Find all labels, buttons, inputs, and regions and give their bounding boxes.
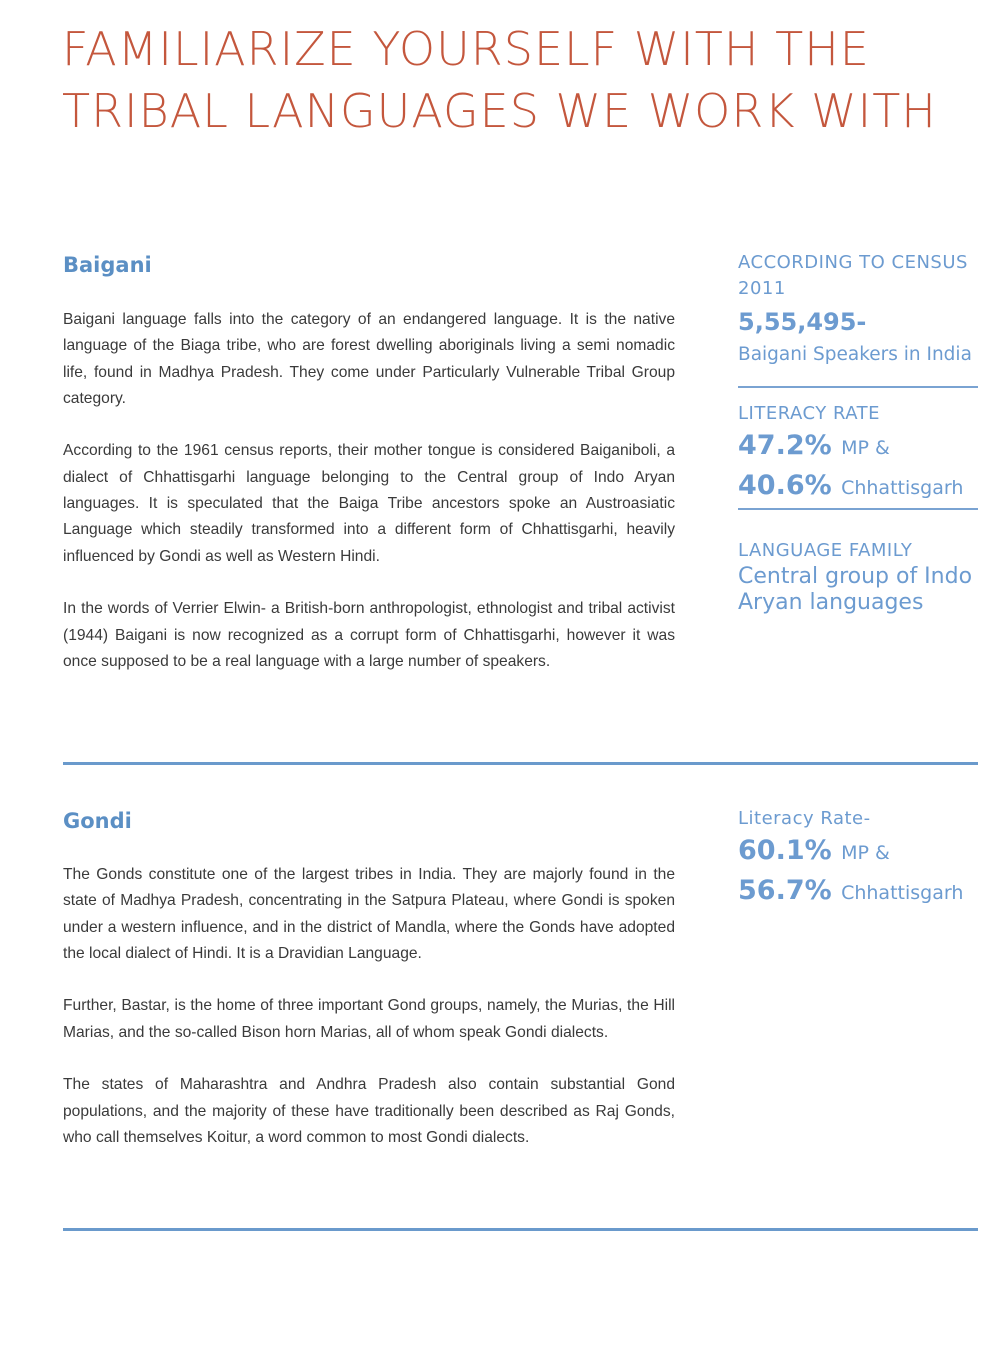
section-heading-gondi: Gondi [63,809,132,833]
baigani-family-stat [738,538,978,616]
literacy-cg-value: 56.7% [738,875,832,906]
baigani-literacy-stat [738,401,978,507]
family-label: LANGUAGE FAMILY [738,540,913,561]
side-divider [738,508,978,510]
section-heading-baigani: Baigani [63,253,152,277]
literacy-mp-line [738,832,978,872]
literacy-mp-label: MP & [841,842,890,864]
side-divider [738,386,978,388]
baigani-paragraph: According to the 1961 census reports, their mother tongue is considered Baiganiboli, a dialect of Chhattisgarhi language belonging to the Central group of Indo Aryan languages. It is speculated that the Baiga Tribe ancestors spoke an Austroasiatic Language which steadily transformed into a different form of Chhattisgarhi, heavily influenced by Gondi as well as Western Hindi. [63,442,675,565]
census-description: Baigani Speakers in India [738,344,972,365]
baigani-paragraph: Baigani language falls into the category of an endangered language. It is the native language of the Biaga tribe, who are forest dwelling aboriginals living a semi nomadic life, found in Madhya Pradesh. They come under Particularly Vulnerable Tribal Group category. [63,311,675,407]
literacy-mp-label: MP & [841,437,890,459]
literacy-cg-label: Chhattisgarh [841,882,964,904]
page-title: FAMILIARIZE YOURSELF WITH THE TRIBAL LANGUAGES WE WORK WITH [62,22,937,138]
gondi-paragraph: Further, Bastar, is the home of three important Gond groups, namely, the Murias, the Hill Marias, and the so-called Bison horn Marias, all of whom speak Gondi dialects. [63,997,675,1041]
literacy-label: Literacy Rate- [738,808,871,829]
baigani-description [63,307,675,675]
family-value: Central group of Indo Aryan languages [738,564,973,615]
section-divider [63,762,978,765]
census-label: ACCORDING TO CENSUS 2011 [738,252,968,299]
gondi-description [63,862,675,1151]
literacy-cg-line [738,872,978,912]
section-divider [63,1228,978,1231]
literacy-cg-value: 40.6% [738,470,832,501]
literacy-cg-line [738,467,978,507]
census-value: 5,55,495- [738,308,867,336]
gondi-paragraph: The states of Maharashtra and Andhra Pradesh also contain substantial Gond populations, and the majority of these have traditionally been described as Raj Gonds, who call themselves Koitur, a word common to most Gondi dialects. [63,1076,675,1146]
gondi-paragraph: The Gonds constitute one of the largest tribes in India. They are majorly found in the state of Madhya Pradesh, concentrating in the Satpura Plateau, where Gondi is spoken under a western influence, and in the district of Mandla, where the Gonds have adopted the local dialect of Hindi. It is a Dravidian Language. [63,866,675,962]
literacy-mp-line [738,427,978,467]
literacy-mp-value: 60.1% [738,835,832,866]
baigani-census-stat [738,250,978,368]
baigani-paragraph: In the words of Verrier Elwin- a British-born anthropologist, ethnologist and tribal activist (1944) Baigani is now recognized as a corrupt form of Chhattisgarhi, however it was once supposed to be a real language with a large number of speakers. [63,600,675,670]
literacy-mp-value: 47.2% [738,430,832,461]
literacy-cg-label: Chhattisgarh [841,477,964,499]
gondi-literacy-stat [738,806,978,912]
literacy-label: LITERACY RATE [738,403,881,424]
